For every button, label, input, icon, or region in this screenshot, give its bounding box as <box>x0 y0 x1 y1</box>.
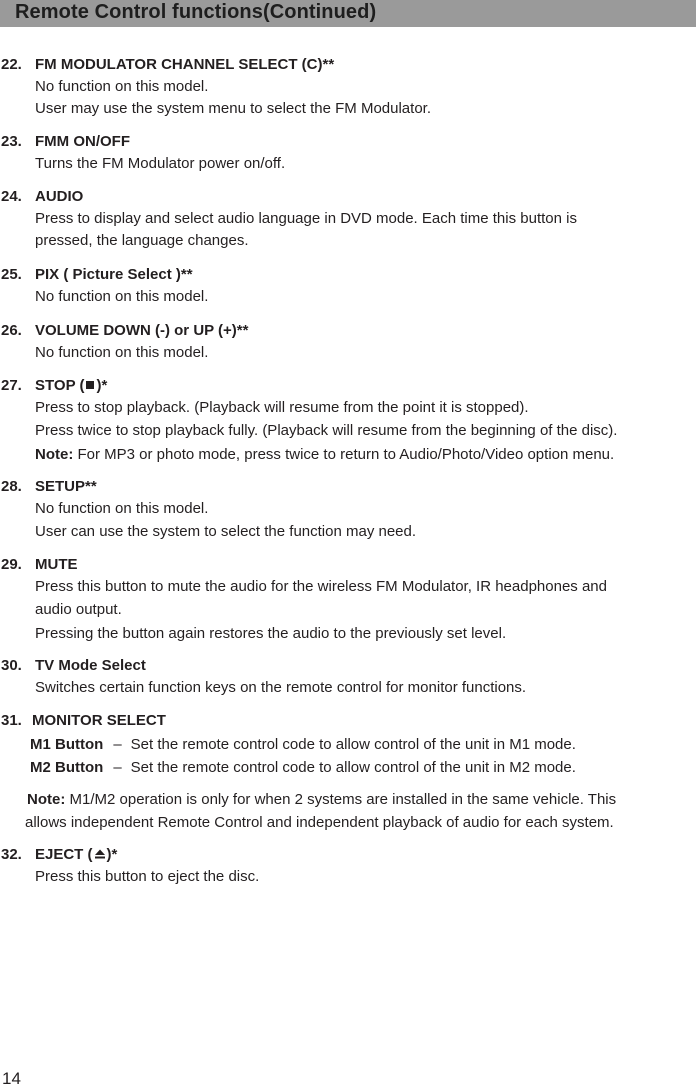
button-label: M2 Button <box>30 759 104 776</box>
button-description: Set the remote control code to allow control of the unit in M2 mode. <box>130 759 576 776</box>
item-number: 22. <box>1 56 22 73</box>
item-note-continued: allows independent Remote Control and independent playback of audio for each system. <box>25 814 614 831</box>
item-number: 25. <box>1 266 22 283</box>
item-text: No function on this model. <box>35 288 209 305</box>
item-text: Press to stop playback. (Playback will resume from the point it is stopped). <box>35 399 529 416</box>
button-row-m1 <box>30 736 576 754</box>
item-text: No function on this model. <box>35 500 209 517</box>
item-text: User may use the system menu to select the FM Modulator. <box>35 100 431 117</box>
button-label: M1 Button <box>30 736 104 753</box>
item-number: 30. <box>1 657 22 674</box>
note-text: For MP3 or photo mode, press twice to return to Audio/Photo/Video option menu. <box>73 446 615 463</box>
page-number: 14 <box>2 1069 21 1088</box>
item-title <box>35 377 107 395</box>
item-note <box>27 791 616 809</box>
section-header-bar <box>0 0 696 27</box>
item-title: FMM ON/OFF <box>35 133 130 150</box>
item-text: No function on this model. <box>35 78 209 95</box>
item-title: FM MODULATOR CHANNEL SELECT (C)** <box>35 56 335 73</box>
item-note <box>35 446 614 464</box>
item-number: 26. <box>1 322 22 339</box>
item-text: Pressing the button again restores the audio to the previously set level. <box>35 625 507 642</box>
item-title: TV Mode Select <box>35 657 146 674</box>
item-number: 28. <box>1 478 22 495</box>
item-number: 31. <box>1 712 22 729</box>
item-title-prefix: STOP ( <box>35 377 85 394</box>
item-number: 23. <box>1 133 22 150</box>
item-text: No function on this model. <box>35 344 209 361</box>
item-title <box>35 846 117 864</box>
item-number: 24. <box>1 188 22 205</box>
item-title-prefix: EJECT ( <box>35 846 93 863</box>
item-title: PIX ( Picture Select )** <box>35 266 193 283</box>
button-row-m2 <box>30 759 576 777</box>
item-text: pressed, the language changes. <box>35 232 249 249</box>
item-text: Turns the FM Modulator power on/off. <box>35 155 286 172</box>
separator-dash: – <box>113 736 122 753</box>
item-text: Press this button to eject the disc. <box>35 868 260 885</box>
item-text: User can use the system to select the function may need. <box>35 523 417 540</box>
item-title: VOLUME DOWN (-) or UP (+)** <box>35 322 249 339</box>
item-number: 29. <box>1 556 22 573</box>
note-label: Note: <box>27 791 66 808</box>
item-title: SETUP** <box>35 478 97 495</box>
item-title: MONITOR SELECT <box>32 712 166 729</box>
item-text: audio output. <box>35 601 122 618</box>
item-text: Press this button to mute the audio for the wireless FM Modulator, IR headphones and <box>35 578 607 595</box>
note-text: M1/M2 operation is only for when 2 systems are installed in the same vehicle. This <box>65 791 617 808</box>
stop-square-icon <box>85 379 95 391</box>
page-title: Remote Control functions(Continued) <box>15 1 377 23</box>
item-title: AUDIO <box>35 188 84 205</box>
button-description: Set the remote control code to allow control of the unit in M1 mode. <box>130 736 576 753</box>
separator-dash: – <box>113 759 122 776</box>
item-text: Switches certain function keys on the remote control for monitor functions. <box>35 679 527 696</box>
item-number: 32. <box>1 846 22 863</box>
eject-icon <box>94 848 106 860</box>
item-number: 27. <box>1 377 22 394</box>
item-text: Press twice to stop playback fully. (Playback will resume from the beginning of the disc). <box>35 422 618 439</box>
item-title: MUTE <box>35 556 78 573</box>
item-title-suffix: )* <box>106 846 118 863</box>
note-label: Note: <box>35 446 74 463</box>
item-title-suffix: )* <box>96 377 108 394</box>
item-text: Press to display and select audio language in DVD mode. Each time this button is <box>35 210 577 227</box>
